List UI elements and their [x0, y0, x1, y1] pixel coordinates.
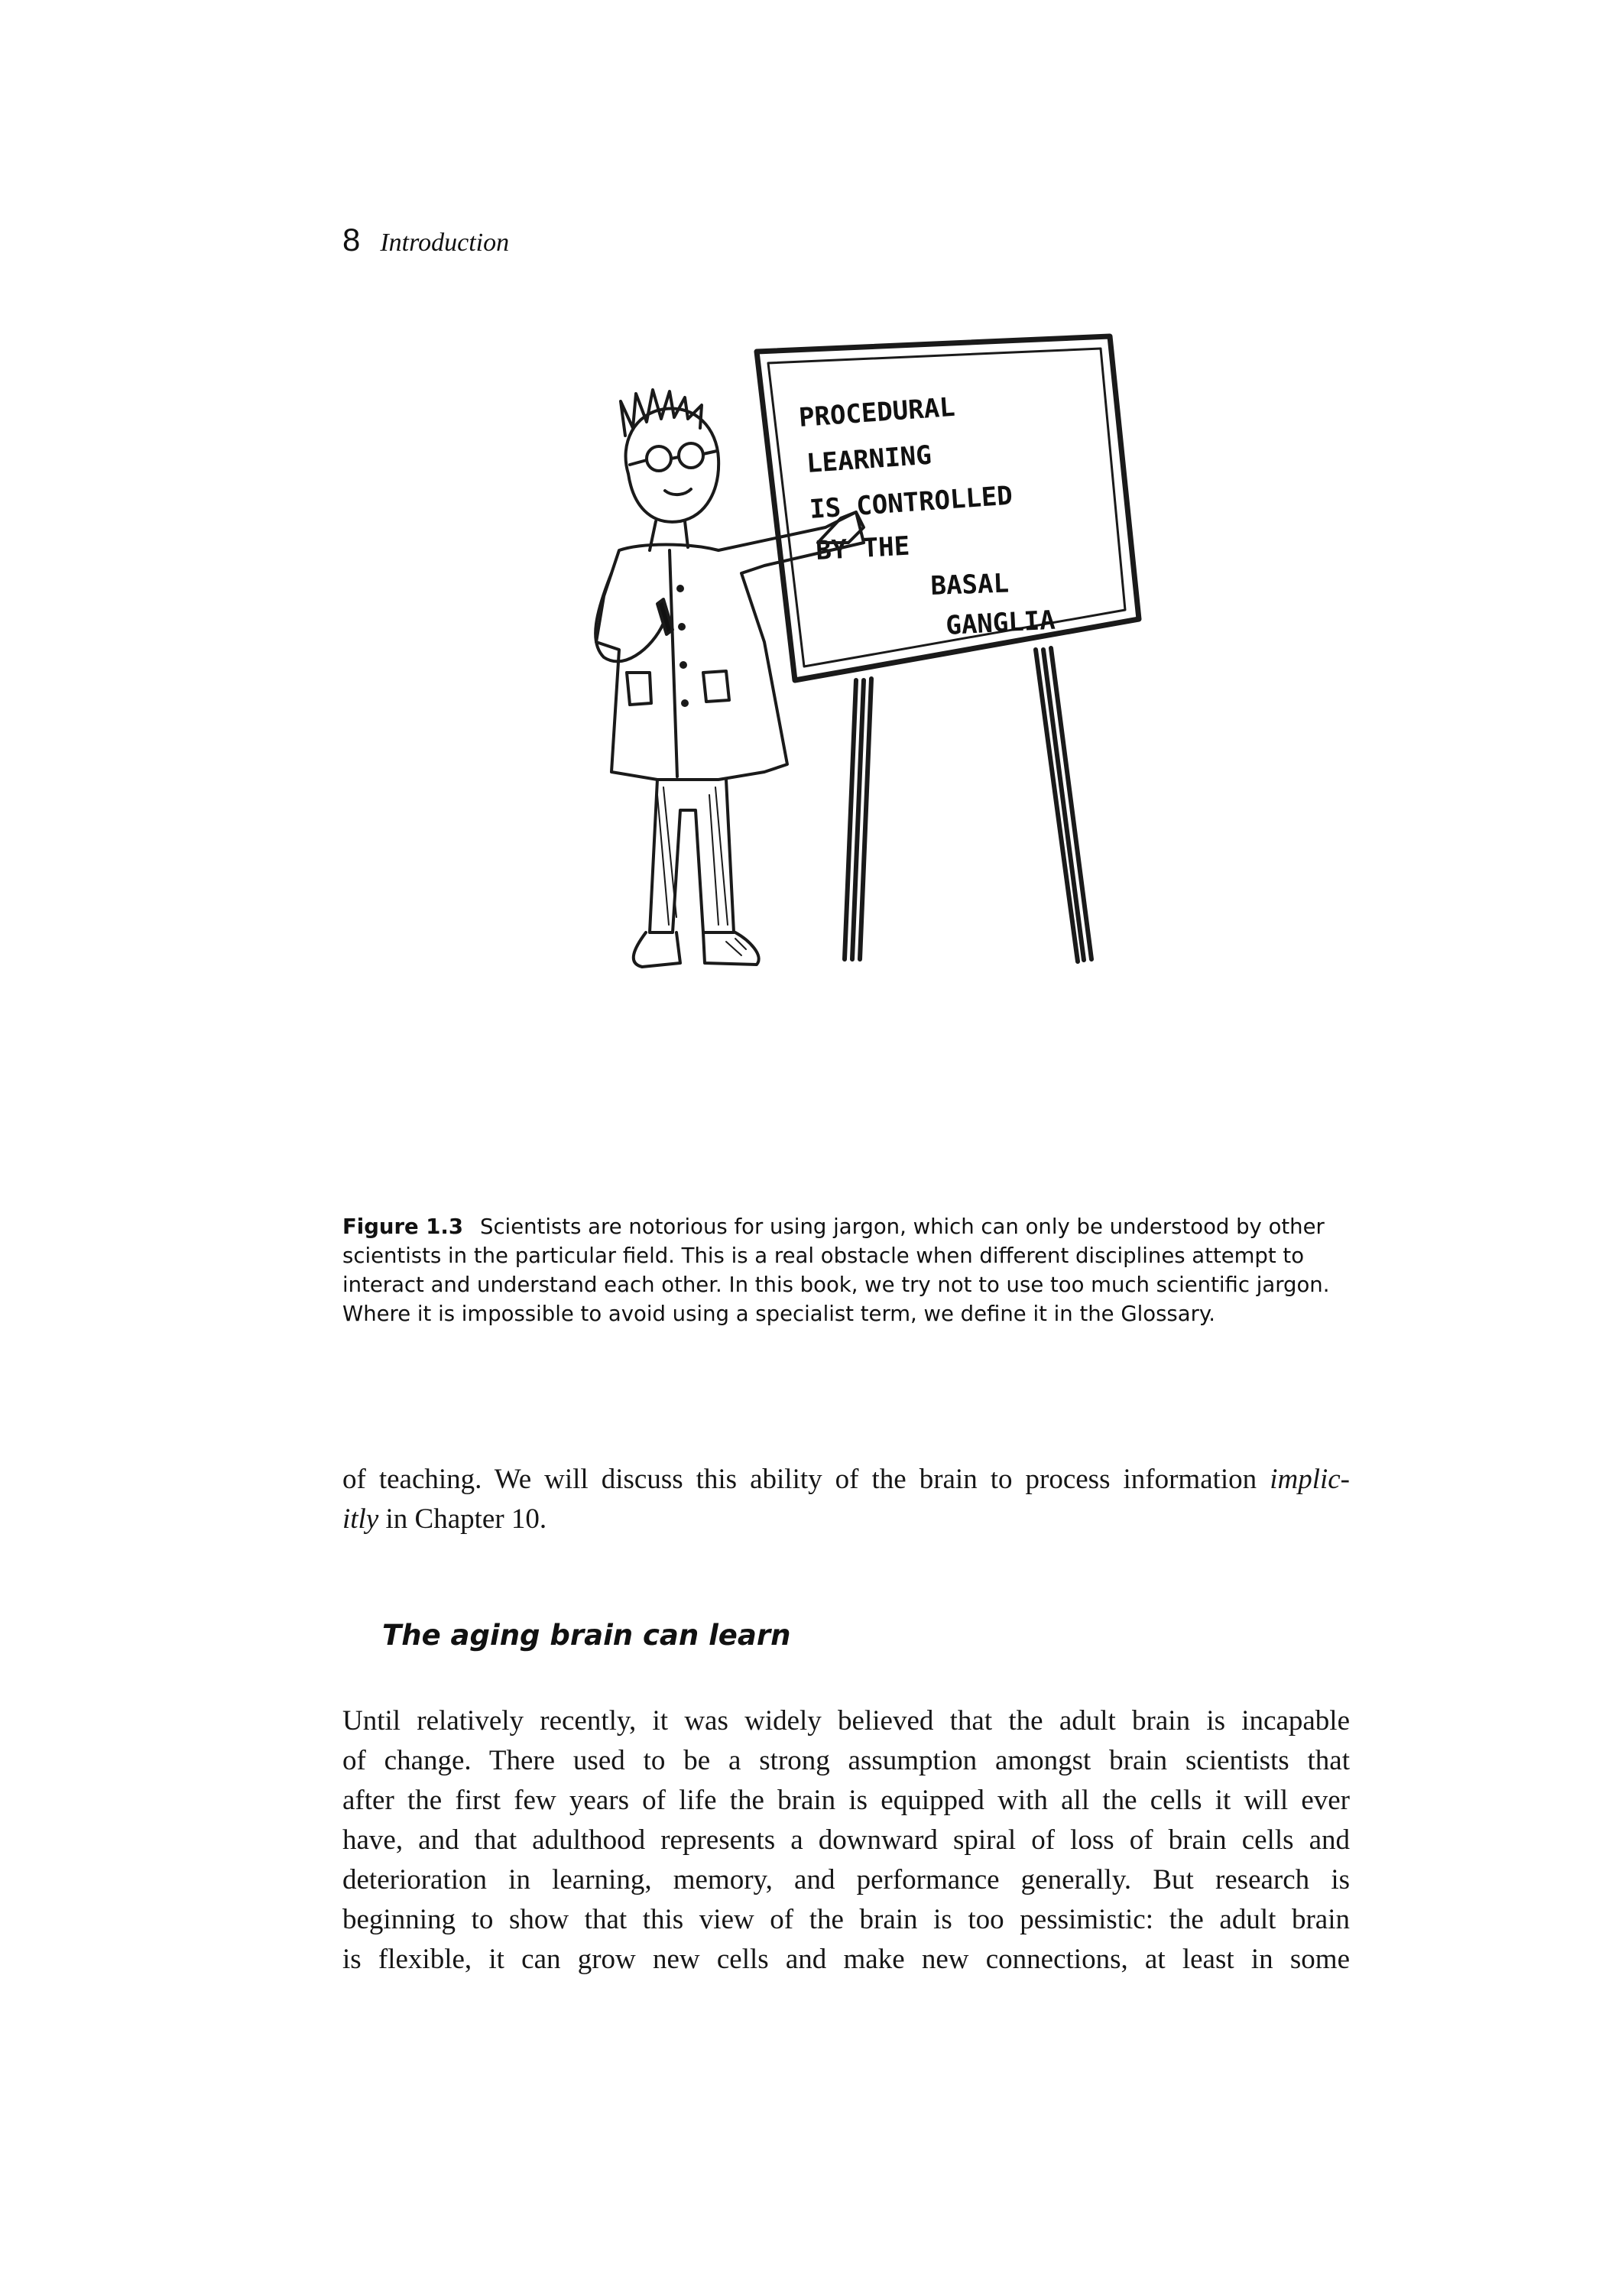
- paragraph-line: Until relatively recently, it was widely believed that the adult brain is incapable: [342, 1705, 1350, 1737]
- paragraph-line: of change. There used to be a strong assumption amongst brain scientists that: [342, 1745, 1350, 1776]
- easel-leg-right: [1036, 648, 1091, 962]
- page-number: 8: [342, 222, 361, 258]
- paragraph-line: is flexible, it can grow new cells and make new connections, at least in some: [342, 1944, 1350, 1975]
- easel-leg-left: [845, 679, 871, 959]
- scientist-coat: [595, 512, 864, 780]
- board-line-4: BY THE: [815, 530, 911, 566]
- text-run: of teaching. We will discuss this ability of the brain to process information: [342, 1464, 1270, 1495]
- scientist-easel-drawing: [535, 321, 1162, 1192]
- figure-label: Figure 1.3: [342, 1214, 463, 1239]
- section-heading: The aging brain can learn: [382, 1619, 791, 1652]
- paragraph-line: after the first few years of life the brain is equipped with all the cells it will ever: [342, 1785, 1350, 1816]
- board-line-5: BASAL: [929, 568, 1010, 602]
- board-line-3: IS CONTROLLED: [808, 480, 1014, 525]
- paragraph-line: beginning to show that this view of the brain is too pessimistic: the adult brain: [342, 1904, 1350, 1935]
- board-line-1: PROCEDURAL: [797, 391, 956, 433]
- running-head: [342, 222, 509, 268]
- board-line-6: GANGLIA: [945, 605, 1056, 641]
- paragraph-line: deterioration in learning, memory, and performance generally. But research is: [342, 1864, 1350, 1895]
- scientist-legs: [634, 780, 759, 967]
- paragraph-line: [342, 1460, 1350, 1500]
- running-head-title: Introduction: [380, 229, 510, 257]
- paragraph-continued: [342, 1460, 1350, 1539]
- emphasis: itly: [342, 1503, 379, 1535]
- figure-caption: [342, 1212, 1351, 1328]
- paragraph-line: have, and that adulthood represents a downward spiral of loss of brain cells and: [342, 1824, 1350, 1856]
- scientist-head: [621, 390, 718, 550]
- board-line-2: LEARNING: [805, 439, 932, 479]
- figure-illustration: [535, 321, 1162, 1192]
- text-run: in Chapter 10.: [378, 1503, 547, 1535]
- paragraph-aging-brain: [342, 1701, 1350, 1980]
- paragraph-line: [342, 1503, 547, 1535]
- emphasis: implic-: [1270, 1464, 1350, 1495]
- figure-caption-text: Scientists are notorious for using jargon, which can only be understood by other scientists in the particular field. This is a real obstacle when different disciplines attempt to interact and understand each other. In this book, we try not to use too much scientific jargon. Where it is impossible to avoid using a specialist term, we define it in the Glossary.: [342, 1214, 1330, 1326]
